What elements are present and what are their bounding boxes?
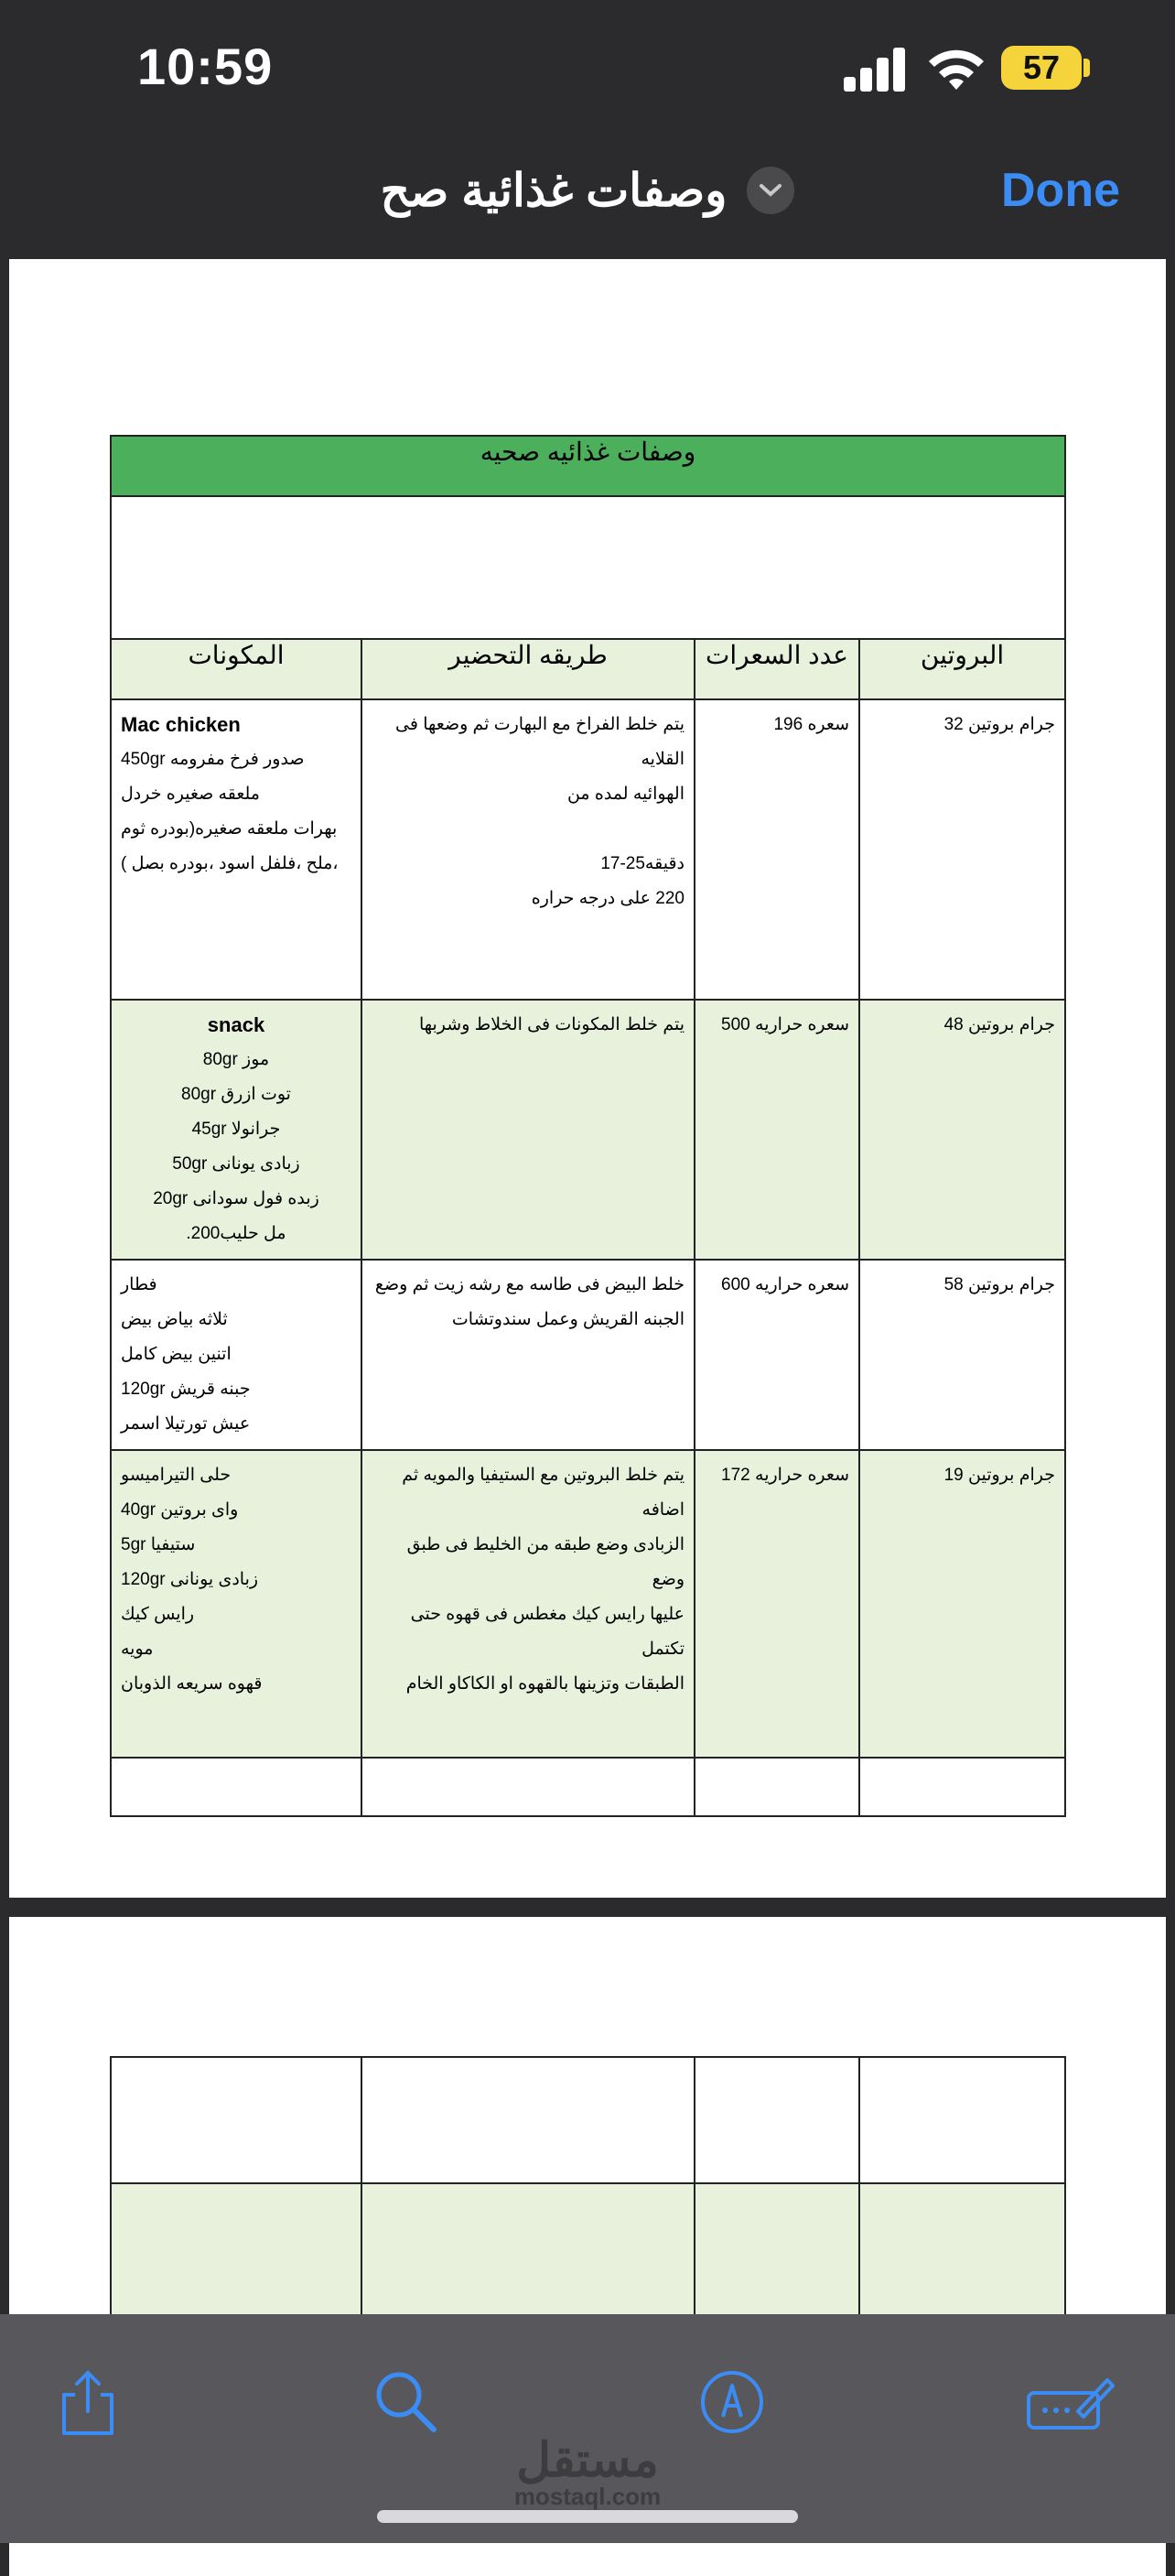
protein-cell — [859, 1260, 1065, 1450]
ingredient-line: جبنه قريش 120gr — [121, 1380, 251, 1399]
pdf-page-1 — [9, 259, 1166, 1898]
battery-tip — [1083, 59, 1090, 77]
calories-cell — [695, 1450, 859, 1758]
protein-value: جرام بروتين 32 — [943, 715, 1055, 734]
nav-title-group[interactable] — [0, 137, 1175, 243]
ingredient-line: صدور فرخ مفرومه 450gr — [121, 750, 305, 769]
header-method: طريقه التحضير — [361, 639, 695, 699]
header-protein: البروتين — [859, 639, 1065, 699]
wifi-icon — [924, 42, 988, 92]
method-line: عليها رايس كيك مغطس فى قهوه حتى تكتمل — [410, 1605, 685, 1659]
protein-cell — [859, 1000, 1065, 1260]
continued-table — [110, 2056, 1066, 2331]
ingredient-line: زبادى يونانى 50gr — [172, 1154, 300, 1174]
bottom-toolbar — [0, 2314, 1175, 2543]
ingredient-line: مويه — [121, 1640, 154, 1659]
empty-table-row — [111, 2057, 1065, 2183]
header-ingredients: المكونات — [111, 639, 361, 699]
method-line — [372, 812, 685, 847]
chevron-down-icon[interactable] — [747, 167, 794, 214]
ingredient-line: عيش تورتيلا اسمر — [121, 1414, 251, 1434]
ingredient-line: ستيفيا 5gr — [121, 1535, 196, 1554]
ingredient-line: موز 80gr — [202, 1050, 270, 1069]
protein-value: جرام بروتين 48 — [943, 1015, 1055, 1034]
protein-value: جرام بروتين 58 — [943, 1275, 1055, 1294]
recipe-name: Mac chicken — [121, 713, 241, 736]
ingredient-line: اتنين بيض كامل — [121, 1345, 232, 1364]
method-line: الطبقات وتزينها بالقهوه او الكاكاو الخام — [405, 1674, 685, 1694]
edit-form-icon[interactable] — [1023, 2365, 1115, 2439]
calories-value: سعره حراريه 600 — [721, 1275, 849, 1294]
ingredient-line: بهرات ملعقه صغيره(بودره ثوم — [121, 819, 338, 839]
share-icon[interactable] — [51, 2365, 124, 2439]
table-row — [111, 1260, 1065, 1450]
ingredient-line: فطار — [121, 1275, 157, 1294]
home-indicator[interactable] — [377, 2510, 798, 2523]
table-title: وصفات غذائيه صحيه — [111, 436, 1065, 496]
header-row — [111, 639, 1065, 699]
method-line: دقيقه25-17 — [600, 854, 685, 873]
calories-cell — [695, 1000, 859, 1260]
status-time: 10:59 — [137, 38, 274, 95]
ingredient-line: حلى التيراميسو — [121, 1466, 232, 1485]
recipe-name: snack — [207, 1013, 265, 1036]
recipes-table — [110, 435, 1066, 1817]
method-line: الهوائيه لمده من — [566, 785, 685, 804]
protein-value: جرام بروتين 19 — [943, 1466, 1055, 1485]
ingredient-line: زبادى يونانى 120gr — [121, 1570, 259, 1589]
protein-cell — [859, 699, 1065, 1000]
method-line: يتم خلط الفراخ مع البهارت ثم وضعها فى القلايه — [395, 715, 685, 769]
table-row — [111, 1450, 1065, 1758]
method-line: يتم خلط المكونات فى الخلاط وشربها — [418, 1015, 685, 1034]
protein-cell — [859, 1450, 1065, 1758]
document-title[interactable]: وصفات غذائية صح — [380, 164, 728, 216]
ingredient-line: جرانولا 45gr — [191, 1120, 281, 1139]
ingredient-line: رايس كيك — [121, 1605, 195, 1624]
method-line: 220 على درجه حراره — [531, 889, 685, 908]
ingredients-cell — [111, 1260, 361, 1450]
table-title-row — [111, 436, 1065, 496]
search-icon[interactable] — [370, 2365, 443, 2439]
ingredient-line: مل حليب200. — [186, 1224, 286, 1243]
method-cell — [361, 1000, 695, 1260]
header-calories: عدد السعرات — [695, 639, 859, 699]
ingredient-line: توت ازرق 80gr — [181, 1085, 291, 1104]
watermark-arabic: مستقل — [516, 2434, 659, 2487]
method-line: يتم خلط البروتين مع الستيفيا والمويه ثم اضافه — [402, 1466, 685, 1520]
method-line: الجبنه القريش وعمل سندوتشات — [451, 1310, 685, 1329]
method-cell — [361, 1450, 695, 1758]
empty-table-row — [111, 1758, 1065, 1816]
ingredients-cell — [111, 699, 361, 1000]
calories-cell — [695, 699, 859, 1000]
watermark-logo — [0, 2433, 1175, 2511]
cellular-signal-icon — [844, 46, 908, 92]
ingredient-line: ثلاثه بياض بيض — [121, 1310, 228, 1329]
markup-pen-icon[interactable] — [695, 2365, 769, 2439]
ingredients-cell — [111, 1000, 361, 1260]
ingredient-line: قهوه سريعه الذوبان — [121, 1674, 263, 1694]
done-button[interactable]: Done — [1001, 164, 1120, 217]
ingredient-line: واى بروتين 40gr — [121, 1500, 239, 1520]
method-line: الزبادى وضع طبقه من الخليط فى طبق وضع — [406, 1535, 685, 1589]
ingredient-line: ،ملح ،فلفل اسود ،بودره بصل ) — [121, 854, 339, 873]
navigation-bar — [0, 137, 1175, 252]
method-line: خلط البيض فى طاسه مع رشه زيت ثم وضع — [374, 1275, 685, 1294]
ingredient-line: ملعقه صغيره خردل — [121, 785, 260, 804]
empty-table-row — [111, 2183, 1065, 2330]
status-bar — [0, 0, 1175, 137]
ingredients-cell — [111, 1450, 361, 1758]
method-cell — [361, 1260, 695, 1450]
battery-indicator: 57 — [1001, 46, 1082, 90]
ingredient-line: زبده فول سودانى 20gr — [153, 1189, 319, 1208]
table-row — [111, 1000, 1065, 1260]
calories-value: سعره حراريه 500 — [721, 1015, 849, 1034]
watermark-english: mostaql.com — [513, 2483, 662, 2510]
table-row — [111, 699, 1065, 1000]
calories-value: سعره حراريه 172 — [721, 1466, 849, 1485]
blank-row — [111, 496, 1065, 639]
method-cell — [361, 699, 695, 1000]
calories-value: سعره 196 — [773, 715, 849, 734]
calories-cell — [695, 1260, 859, 1450]
